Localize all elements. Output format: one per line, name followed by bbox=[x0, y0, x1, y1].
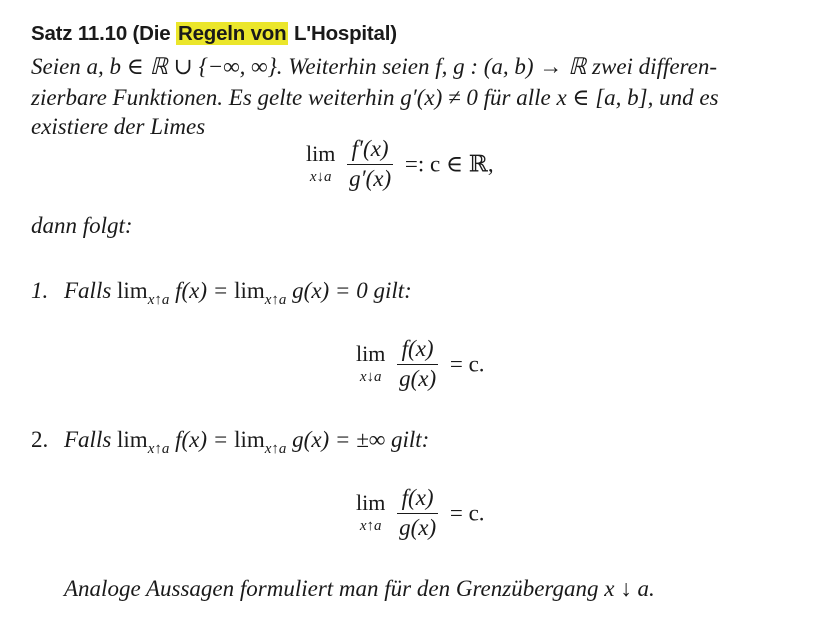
case-1-sub-1: x↑a bbox=[147, 292, 170, 308]
theorem-title-close: L'Hospital) bbox=[288, 22, 397, 45]
equation-rhs: =: c ∈ ℝ, bbox=[404, 151, 494, 177]
case-1-lim-2: lim bbox=[234, 278, 265, 303]
case-1-gx: g(x) = 0 bbox=[286, 278, 374, 303]
fraction-numerator: f(x) bbox=[397, 485, 438, 514]
lim-subscript: x↓a bbox=[309, 169, 332, 186]
case-1-lim-1: lim bbox=[117, 278, 148, 303]
theorem-label: Satz 11.10 bbox=[31, 22, 128, 45]
equation-case-1 bbox=[356, 336, 485, 393]
fraction bbox=[347, 136, 393, 193]
case-2-gilt: gilt: bbox=[390, 427, 430, 452]
fraction-numerator: f(x) bbox=[397, 336, 438, 365]
lim-word: lim bbox=[356, 490, 386, 516]
case-1-gilt: gilt: bbox=[373, 278, 412, 303]
case-2-falls: Falls bbox=[64, 427, 118, 452]
closing-remark: Analoge Aussagen formuliert man für den Grenzübergang x ↓ a. bbox=[64, 576, 655, 601]
fraction-denominator: g(x) bbox=[399, 366, 437, 392]
case-1-falls: Falls bbox=[64, 278, 118, 303]
lim-subscript: x↑a bbox=[359, 518, 382, 535]
limit-operator bbox=[306, 143, 335, 186]
highlighted-text: Regeln von bbox=[177, 22, 287, 45]
equation-main bbox=[306, 136, 494, 193]
case-2-sub-2: x↑a bbox=[264, 441, 287, 457]
intro-line-3: existiere der Limes bbox=[31, 114, 206, 139]
case-2-line bbox=[31, 427, 429, 458]
equation-case-2 bbox=[356, 485, 485, 542]
case-2-sub-1: x↑a bbox=[147, 441, 170, 457]
equation-rhs: = c. bbox=[449, 500, 485, 526]
fraction-numerator: f′(x) bbox=[347, 136, 393, 165]
case-1-sub-2: x↑a bbox=[264, 292, 287, 308]
case-2-lim-1: lim bbox=[117, 427, 148, 452]
fraction bbox=[397, 336, 438, 393]
fraction-denominator: g′(x) bbox=[349, 166, 392, 192]
fraction bbox=[397, 485, 438, 542]
case-1-line bbox=[31, 278, 412, 309]
then-text: dann folgt: bbox=[31, 213, 133, 238]
theorem-title bbox=[31, 22, 397, 46]
case-2-fx: f(x) = bbox=[169, 427, 235, 452]
case-2-gx: g(x) = ±∞ bbox=[286, 427, 391, 452]
lim-word: lim bbox=[306, 141, 336, 167]
equation-rhs: = c. bbox=[449, 351, 485, 377]
intro-line-2: zierbare Funktionen. Es gelte weiterhin g′(x) ≠ 0 für alle x ∈ [a, b], und es bbox=[31, 85, 719, 110]
intro-line-1: Seien a, b ∈ ℝ ∪ {−∞, ∞}. Weiterhin seien f, g : (a, b) → ℝ zwei differen- bbox=[31, 54, 718, 79]
limit-operator bbox=[356, 492, 385, 535]
fraction-denominator: g(x) bbox=[399, 515, 437, 541]
case-1-fx: f(x) = bbox=[169, 278, 235, 303]
case-1-number: 1. bbox=[31, 278, 49, 303]
lim-word: lim bbox=[356, 341, 386, 367]
lim-subscript: x↓a bbox=[359, 369, 382, 386]
case-2-number: 2. bbox=[31, 427, 49, 452]
theorem-title-open: (Die bbox=[132, 22, 176, 45]
limit-operator bbox=[356, 343, 385, 386]
case-2-lim-2: lim bbox=[234, 427, 265, 452]
